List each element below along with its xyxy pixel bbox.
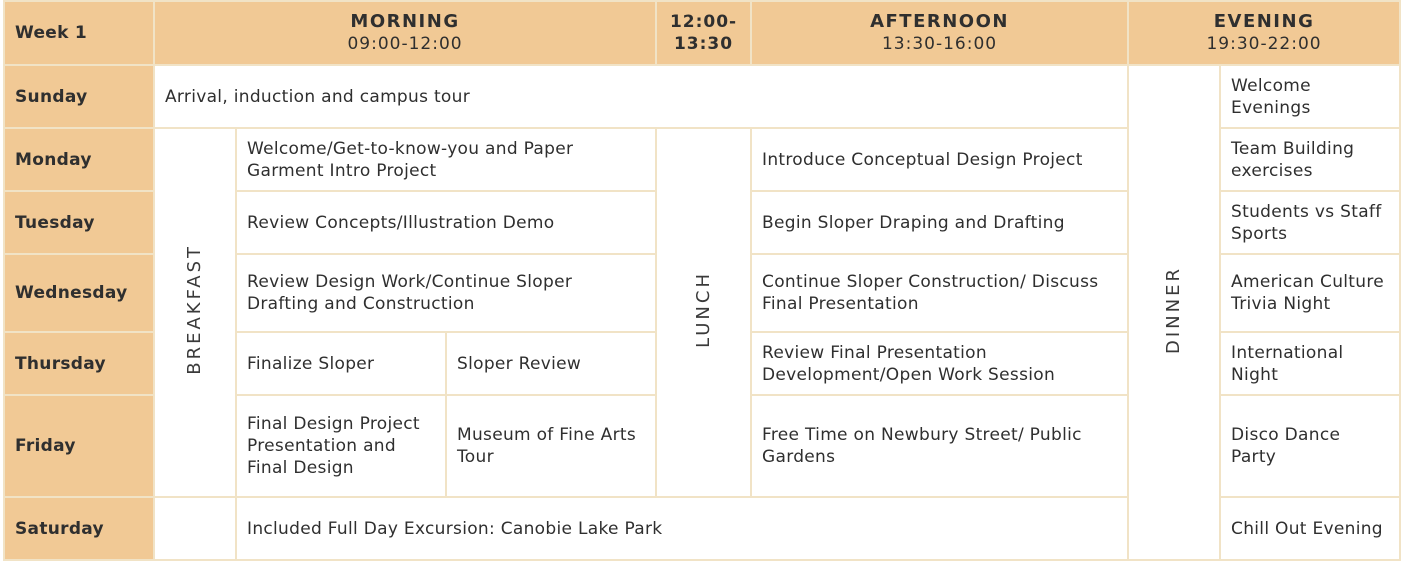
tuesday-afternoon: Begin Sloper Draping and Drafting xyxy=(751,191,1128,254)
evening-time: 19:30-22:00 xyxy=(1206,34,1322,54)
lunch-column xyxy=(656,128,751,497)
thursday-morning-b: Sloper Review xyxy=(446,332,656,395)
friday-afternoon: Free Time on Newbury Street/ Public Gardens xyxy=(751,395,1128,497)
thursday-morning-a: Finalize Sloper xyxy=(236,332,446,395)
friday-morning-b: Museum of Fine Arts Tour xyxy=(446,395,656,497)
morning-header xyxy=(154,1,656,65)
afternoon-time: 13:30-16:00 xyxy=(881,34,998,54)
tuesday-evening: Students vs Staff Sports xyxy=(1220,191,1400,254)
lunch-time-start: 12:00- xyxy=(669,12,738,32)
thursday-afternoon: Review Final Presentation Development/Open Work Session xyxy=(751,332,1128,395)
wednesday-morning: Review Design Work/Continue Sloper Drafting and Construction xyxy=(236,254,656,332)
header-row xyxy=(4,1,1400,65)
dinner-column xyxy=(1128,65,1220,560)
lunch-time-header xyxy=(656,1,751,65)
day-sunday: Sunday xyxy=(4,65,154,128)
monday-morning: Welcome/Get-to-know-you and Paper Garment Intro Project xyxy=(236,128,656,191)
tuesday-morning: Review Concepts/Illustration Demo xyxy=(236,191,656,254)
afternoon-title: AFTERNOON xyxy=(870,11,1009,32)
friday-morning-a: Final Design Project Presentation and Final Design xyxy=(236,395,446,497)
wednesday-evening: American Culture Trivia Night xyxy=(1220,254,1400,332)
dinner-label: DINNER xyxy=(1163,265,1185,354)
day-friday: Friday xyxy=(4,395,154,497)
saturday-breakfast-slot xyxy=(154,497,236,560)
morning-time: 09:00-12:00 xyxy=(347,34,463,54)
day-tuesday: Tuesday xyxy=(4,191,154,254)
afternoon-header xyxy=(751,1,1128,65)
day-thursday: Thursday xyxy=(4,332,154,395)
evening-title: EVENING xyxy=(1213,11,1315,32)
sunday-evening: Welcome Evenings xyxy=(1220,65,1400,128)
thursday-evening: International Night xyxy=(1220,332,1400,395)
day-saturday: Saturday xyxy=(4,497,154,560)
lunch-label: LUNCH xyxy=(692,271,714,348)
wednesday-afternoon: Continue Sloper Construction/ Discuss Final Presentation xyxy=(751,254,1128,332)
lunch-time-end: 13:30 xyxy=(673,34,734,54)
saturday-daytime: Included Full Day Excursion: Canobie Lake Park xyxy=(236,497,1128,560)
breakfast-column xyxy=(154,128,236,497)
weekly-schedule-table xyxy=(3,0,1401,561)
sunday-daytime: Arrival, induction and campus tour xyxy=(154,65,1128,128)
breakfast-label: BREAKFAST xyxy=(184,244,205,375)
saturday-evening: Chill Out Evening xyxy=(1220,497,1400,560)
monday-evening: Team Building exercises xyxy=(1220,128,1400,191)
morning-title: MORNING xyxy=(350,11,460,32)
day-wednesday: Wednesday xyxy=(4,254,154,332)
week-label: Week 1 xyxy=(4,1,154,65)
day-monday: Monday xyxy=(4,128,154,191)
friday-evening: Disco Dance Party xyxy=(1220,395,1400,497)
monday-afternoon: Introduce Conceptual Design Project xyxy=(751,128,1128,191)
evening-header xyxy=(1128,1,1400,65)
row-sunday xyxy=(4,65,1400,128)
